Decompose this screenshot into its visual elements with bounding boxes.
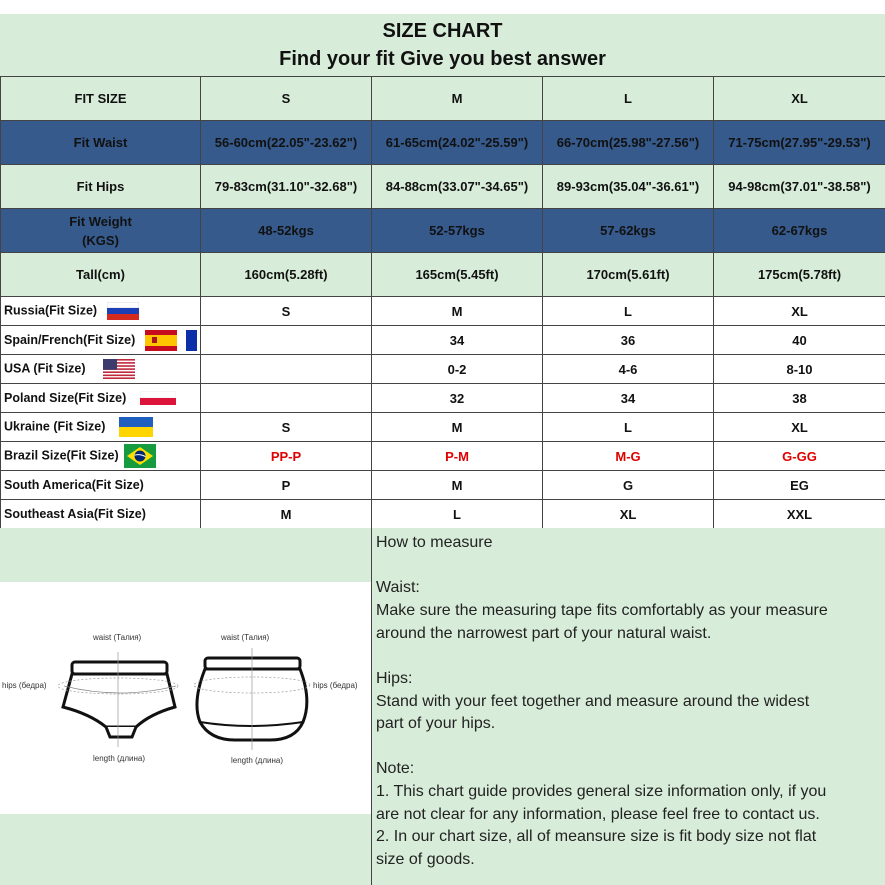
tall-row	[1, 253, 885, 297]
brazil-row	[1, 442, 885, 471]
front-panties-drawing	[58, 652, 178, 747]
hips-text-line1: Stand with your feet together and measure around the widest	[376, 693, 810, 710]
note-text-line1: 1. This chart guide provides general size information only, if you	[376, 783, 827, 800]
row-label	[1, 209, 201, 253]
weight-row	[1, 209, 885, 253]
table-cell: 94-98cm(37.01"-38.58")	[714, 165, 885, 209]
hips-title: Hips:	[376, 670, 413, 687]
table-cell: 36	[543, 326, 714, 355]
row-label	[1, 297, 201, 326]
hips-label-front: hips (бедра)	[2, 681, 47, 690]
table-cell: G-GG	[714, 442, 885, 471]
row-label: Southeast Asia(Fit Size)	[1, 500, 201, 529]
title-block	[0, 14, 885, 77]
table-cell: 61-65cm(24.02"-25.59")	[372, 121, 543, 165]
southeast-asia-row	[1, 500, 885, 529]
row-label: Fit Waist	[1, 121, 201, 165]
row-label-text: Poland Size(Fit Size)	[4, 390, 127, 405]
table-cell: 48-52kgs	[201, 209, 372, 253]
usa-row	[1, 355, 885, 384]
row-label-line2: (KGS)	[82, 232, 119, 248]
table-cell: 0-2	[372, 355, 543, 384]
table-cell: 165cm(5.45ft)	[372, 253, 543, 297]
row-label-text: Ukraine (Fit Size)	[4, 419, 106, 434]
panties-illustration	[0, 582, 371, 814]
ukraine-row	[1, 413, 885, 442]
table-cell: 38	[714, 384, 885, 413]
table-cell: 79-83cm(31.10"-32.68")	[201, 165, 372, 209]
row-label	[1, 326, 201, 355]
brazil-flag-icon	[124, 444, 156, 468]
russia-flag-icon	[107, 302, 139, 320]
table-cell: 34	[372, 326, 543, 355]
row-label	[1, 413, 201, 442]
length-label-back: length (длина)	[231, 756, 284, 765]
row-label	[1, 355, 201, 384]
note-text-line3: 2. In our chart size, all of meansure size is fit body size not flat	[376, 828, 817, 845]
back-panties-drawing	[194, 648, 310, 750]
header-label: FIT SIZE	[1, 77, 201, 121]
panties-measure-diagram	[0, 582, 371, 814]
table-cell: 89-93cm(35.04"-36.61")	[543, 165, 714, 209]
table-cell: M	[372, 471, 543, 500]
waist-row	[1, 121, 885, 165]
note-title: Note:	[376, 760, 415, 777]
table-cell	[201, 384, 372, 413]
length-label-front: length (длина)	[93, 754, 146, 763]
table-cell: L	[543, 297, 714, 326]
hips-row	[1, 165, 885, 209]
header-size-l: L	[543, 77, 714, 121]
note-text-line2: are not clear for any information, please feel free to contact us.	[376, 806, 820, 823]
table-cell: 71-75cm(27.95"-29.53")	[714, 121, 885, 165]
russia-row	[1, 297, 885, 326]
table-cell	[201, 355, 372, 384]
waist-text-line2: around the narrowest part of your natural waist.	[376, 625, 712, 642]
row-label	[1, 384, 201, 413]
header-size-s: S	[201, 77, 372, 121]
instructions-panel	[372, 528, 885, 885]
table-cell: 52-57kgs	[372, 209, 543, 253]
waist-label-back: waist (Талия)	[221, 633, 270, 642]
table-cell: 170cm(5.61ft)	[543, 253, 714, 297]
poland-flag-icon	[140, 391, 176, 405]
size-table	[0, 76, 885, 529]
page-subtitle: Find your fit Give you best answer	[279, 48, 606, 70]
table-cell: 175cm(5.78ft)	[714, 253, 885, 297]
spain-flag-icon	[145, 330, 177, 351]
table-cell: M-G	[543, 442, 714, 471]
table-cell: XL	[543, 500, 714, 529]
row-label-line1: Fit Weight	[69, 213, 132, 229]
table-cell: EG	[714, 471, 885, 500]
south-america-row	[1, 471, 885, 500]
table-cell: 57-62kgs	[543, 209, 714, 253]
usa-flag-icon	[103, 359, 135, 379]
table-cell: 4-6	[543, 355, 714, 384]
header-row	[1, 77, 885, 121]
table-cell: XL	[714, 413, 885, 442]
row-label-text: Russia(Fit Size)	[4, 303, 98, 318]
table-cell: P	[201, 471, 372, 500]
table-cell: 160cm(5.28ft)	[201, 253, 372, 297]
table-cell: 40	[714, 326, 885, 355]
table-cell: 34	[543, 384, 714, 413]
diagram-panel	[0, 528, 372, 885]
header-size-xl: XL	[714, 77, 885, 121]
row-label-text: Brazil Size(Fit Size)	[4, 448, 119, 463]
table-cell: G	[543, 471, 714, 500]
row-label	[1, 442, 201, 471]
table-cell: 84-88cm(33.07"-34.65")	[372, 165, 543, 209]
table-cell: L	[372, 500, 543, 529]
table-cell: S	[201, 413, 372, 442]
page-title: SIZE CHART	[382, 20, 503, 42]
table-cell: XXL	[714, 500, 885, 529]
table-cell: 8-10	[714, 355, 885, 384]
row-label-text: USA (Fit Size)	[4, 361, 86, 376]
table-cell: XL	[714, 297, 885, 326]
hips-text-line2: part of your hips.	[376, 715, 496, 732]
table-cell: 66-70cm(25.98"-27.56")	[543, 121, 714, 165]
france-flag-icon	[186, 330, 200, 351]
hips-label-back: hips (бедра)	[313, 681, 358, 690]
note-text-line4: size of goods.	[376, 851, 475, 868]
waist-label-front: waist (Талия)	[93, 633, 142, 642]
instructions-heading: How to measure	[376, 534, 493, 551]
waist-text-line1: Make sure the measuring tape fits comfortably as your measure	[376, 602, 828, 619]
ukraine-flag-icon	[119, 417, 153, 437]
row-label: Fit Hips	[1, 165, 201, 209]
table-cell: 56-60cm(22.05"-23.62")	[201, 121, 372, 165]
table-cell: L	[543, 413, 714, 442]
size-chart-sheet	[0, 14, 885, 885]
header-size-m: M	[372, 77, 543, 121]
spain-french-row	[1, 326, 885, 355]
table-cell: 62-67kgs	[714, 209, 885, 253]
table-cell: M	[201, 500, 372, 529]
table-cell: P-M	[372, 442, 543, 471]
measure-section	[0, 528, 885, 885]
table-cell: PP-P	[201, 442, 372, 471]
row-label: South America(Fit Size)	[1, 471, 201, 500]
table-cell: 32	[372, 384, 543, 413]
row-label: Tall(cm)	[1, 253, 201, 297]
table-cell: M	[372, 297, 543, 326]
table-cell: M	[372, 413, 543, 442]
table-cell: S	[201, 297, 372, 326]
poland-row	[1, 384, 885, 413]
table-cell	[201, 326, 372, 355]
waist-title: Waist:	[376, 579, 420, 596]
row-label-text: Spain/French(Fit Size)	[4, 332, 136, 347]
